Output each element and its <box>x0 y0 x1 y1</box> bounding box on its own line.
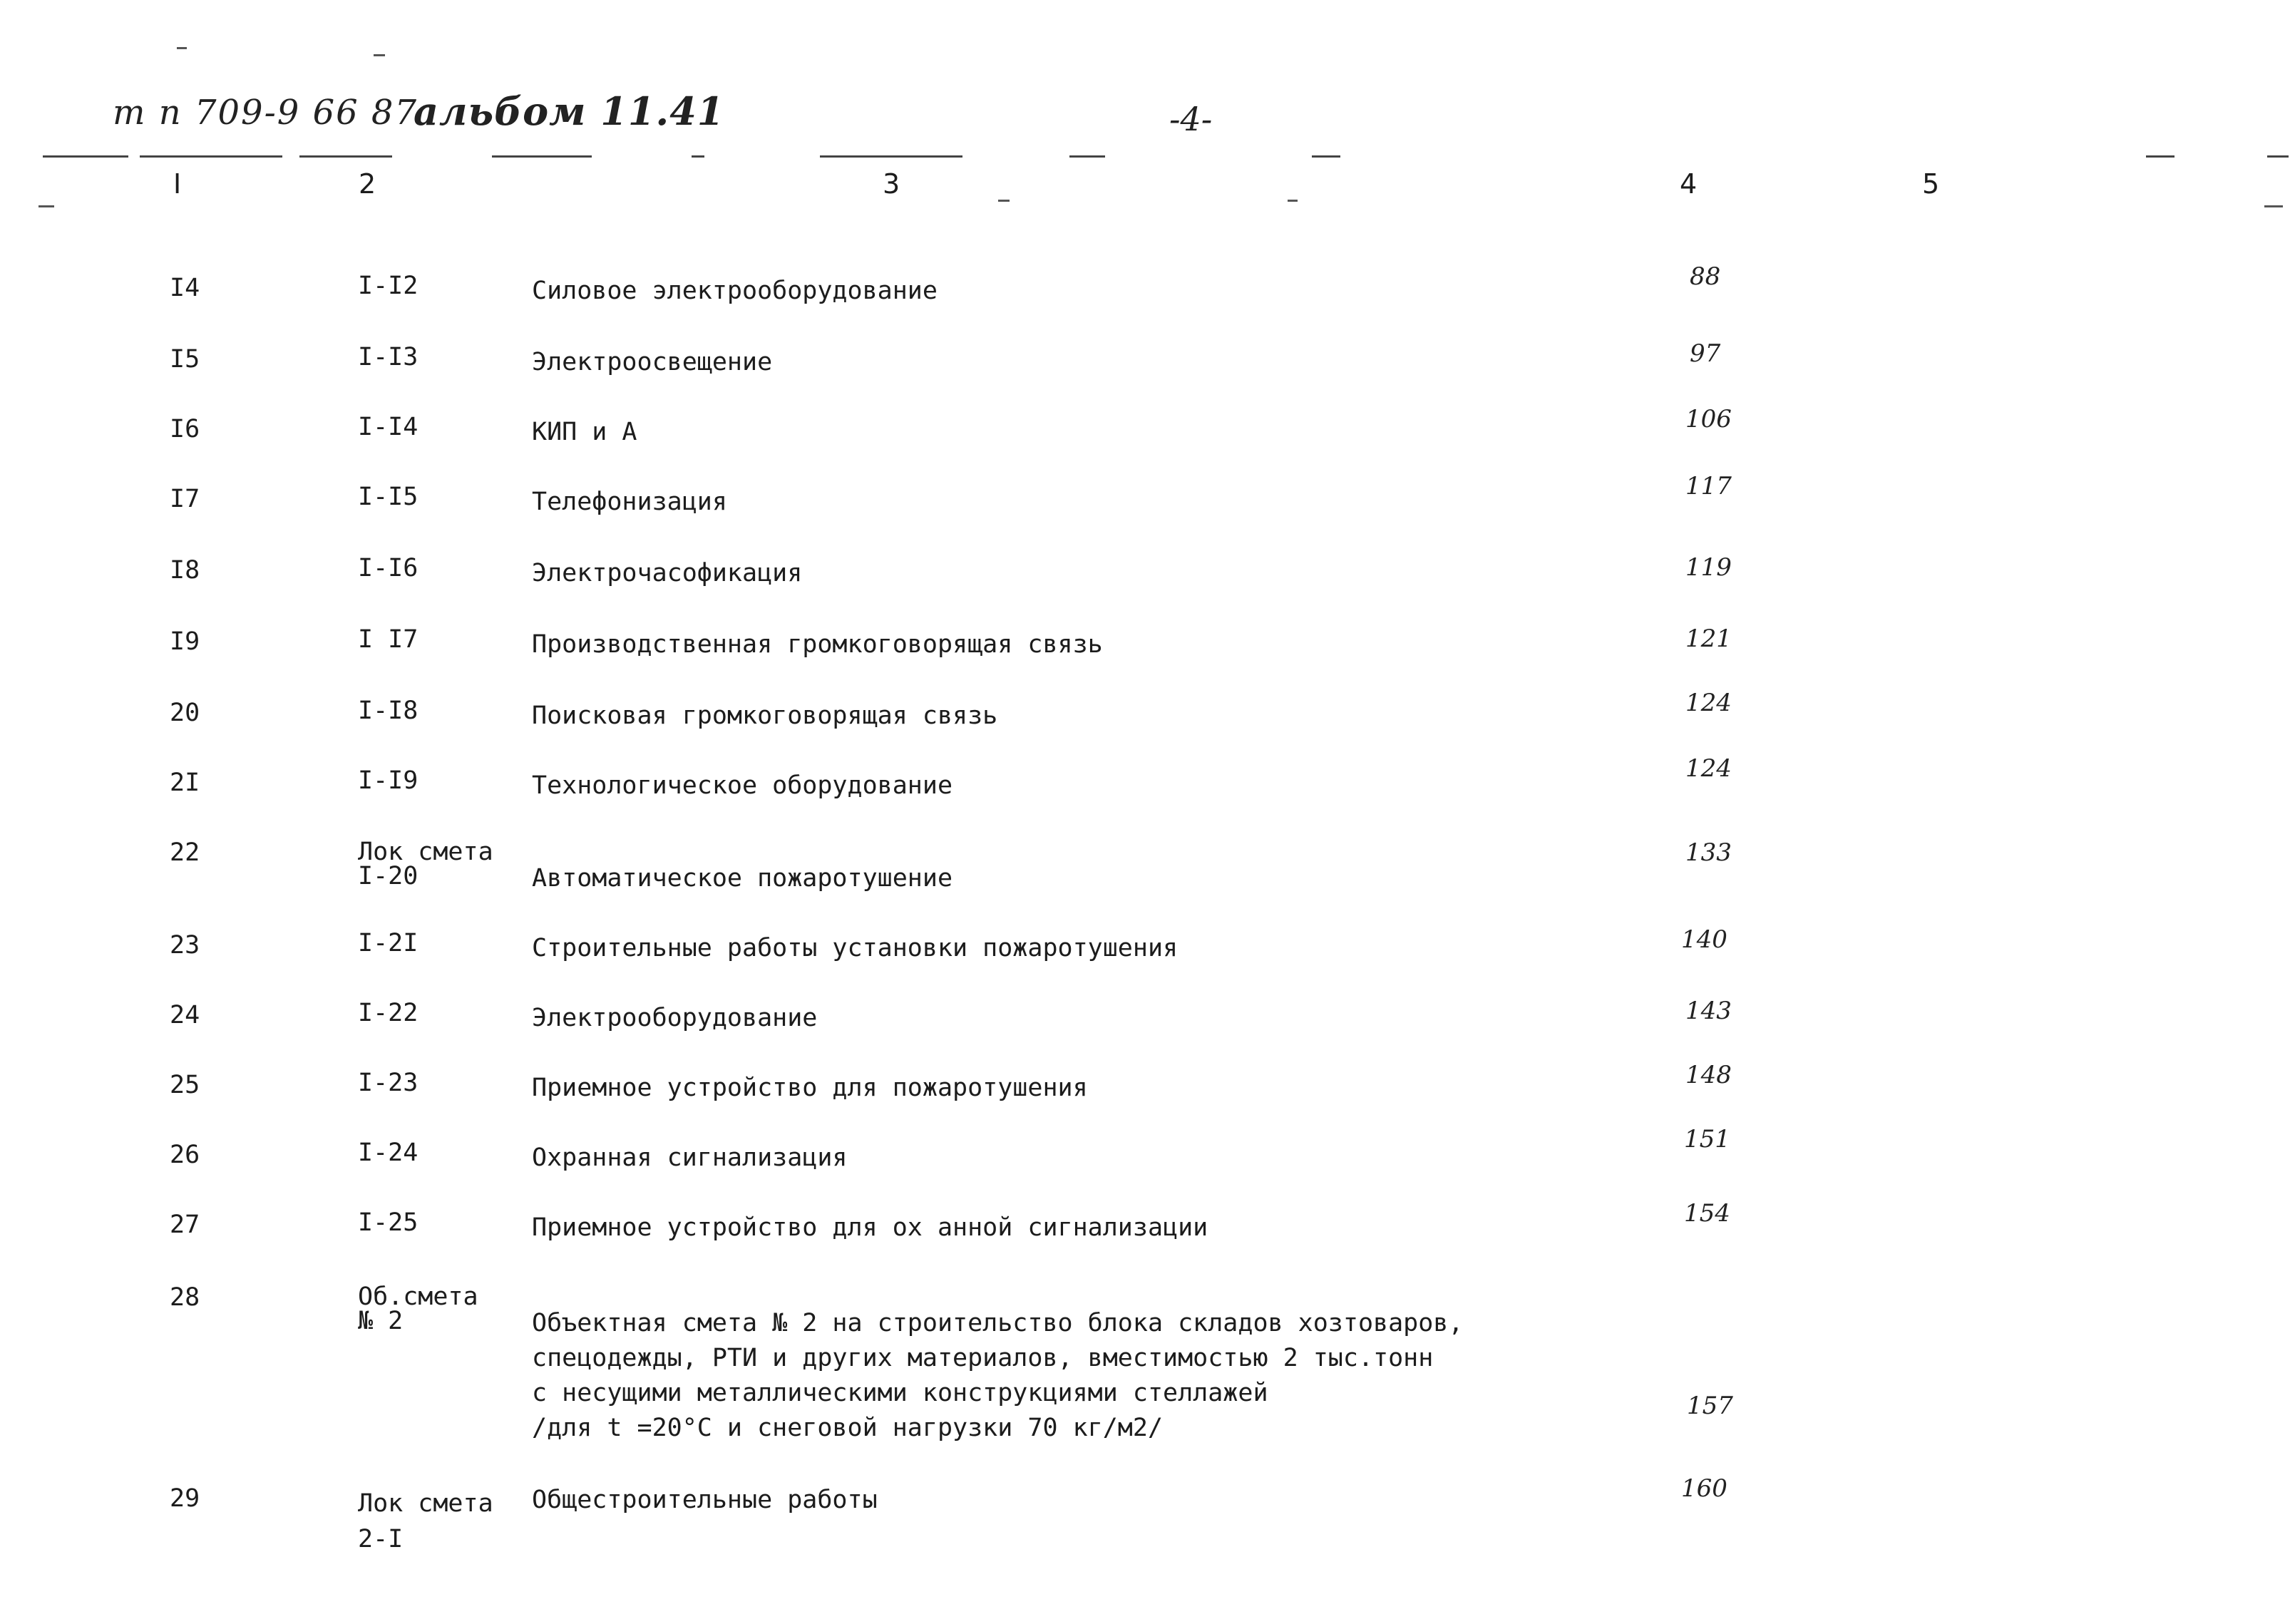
row-number: I5 <box>170 345 200 374</box>
row-reference <box>358 1486 493 1557</box>
row-page: 157 <box>1687 1392 1733 1420</box>
row-title: Общестроительные работы <box>532 1486 878 1514</box>
row-reference: I-I4 <box>358 413 419 441</box>
column-header-1: I <box>173 168 182 200</box>
row-number: 20 <box>170 699 200 727</box>
row-number: 26 <box>170 1141 200 1169</box>
row-reference: I-2I <box>358 929 419 957</box>
document-code: т п 709-9 66 87 <box>113 93 418 133</box>
row-title: Электрочасофикация <box>532 559 803 587</box>
scan-mark <box>1288 200 1298 202</box>
row-reference: I-I8 <box>358 697 419 725</box>
row-page: 117 <box>1685 472 1732 500</box>
scan-mark <box>177 47 187 49</box>
header-rule-segment <box>140 155 282 158</box>
row-title: Электрооборудование <box>532 1004 818 1032</box>
row-page: 124 <box>1685 689 1732 717</box>
header-rule-segment <box>2146 155 2175 158</box>
header-rule-segment <box>1069 155 1105 158</box>
header-rule-segment <box>820 155 962 158</box>
row-number: I6 <box>170 415 200 443</box>
row-page: 106 <box>1685 405 1732 433</box>
row-page: 140 <box>1681 925 1727 954</box>
row-number: 29 <box>170 1484 200 1513</box>
row-title: Производственная громкоговорящая связь <box>532 630 1103 659</box>
row-title: Телефонизация <box>532 488 727 516</box>
row-page: 97 <box>1690 339 1721 368</box>
row-page: 154 <box>1684 1199 1730 1228</box>
row-reference: I-I5 <box>358 483 419 511</box>
row-page: 151 <box>1684 1125 1730 1153</box>
row-reference: I-I2 <box>358 272 419 300</box>
row-number: 2I <box>170 769 200 797</box>
row-number: 24 <box>170 1001 200 1029</box>
row-page: 143 <box>1685 997 1732 1025</box>
row-reference <box>358 840 493 888</box>
row-title: Приемное устройство для ох анной сигнализации <box>532 1213 1208 1242</box>
row-reference: I I7 <box>358 625 419 654</box>
row-title: Поисковая громкоговорящая связь <box>532 701 998 730</box>
row-page: 119 <box>1685 553 1732 582</box>
row-number: I7 <box>170 485 200 513</box>
row-page: 121 <box>1685 625 1732 653</box>
row-title-line: спецодежды, РТИ и других материалов, вместимостью 2 тыс.тонн <box>532 1344 1434 1372</box>
row-title: Технологическое оборудование <box>532 771 953 800</box>
page-number: -4- <box>1169 100 1213 138</box>
row-number: I4 <box>170 274 200 302</box>
row-title: Строительные работы установки пожаротушения <box>532 934 1179 962</box>
row-title: Автоматическое пожаротушение <box>532 864 953 893</box>
row-reference: I-23 <box>358 1069 419 1097</box>
row-reference-line: № 2 <box>358 1307 404 1335</box>
column-header-5: 5 <box>1922 168 1940 200</box>
row-number: 27 <box>170 1211 200 1239</box>
header-rule-segment <box>692 155 704 158</box>
row-reference: I-I6 <box>358 554 419 582</box>
row-title-line: /для t =20°С и снеговой нагрузки 70 кг/м2/ <box>532 1414 1164 1442</box>
scan-mark <box>998 200 1010 202</box>
header-rule-segment <box>299 155 392 158</box>
row-number: 22 <box>170 838 200 867</box>
header-rule-segment <box>1312 155 1340 158</box>
row-title-line: Объектная смета № 2 на строительство блока складов хозтоваров, <box>532 1309 1464 1337</box>
row-page: 133 <box>1685 838 1732 867</box>
row-page: 88 <box>1690 262 1721 291</box>
row-reference: I-22 <box>358 999 419 1027</box>
row-number: I9 <box>170 627 200 656</box>
row-title-line: с несущими металлическими конструкциями стеллажей <box>532 1379 1268 1407</box>
row-reference: I-25 <box>358 1208 419 1237</box>
row-title: Электроосвещение <box>532 348 773 376</box>
row-number: I8 <box>170 556 200 585</box>
row-reference-line: Об.смета <box>358 1283 478 1311</box>
scan-mark <box>374 54 385 56</box>
header-rule-segment <box>2267 155 2289 158</box>
row-reference-line: Лок смета <box>358 1489 493 1518</box>
row-reference: I-24 <box>358 1139 419 1167</box>
row-number: 25 <box>170 1071 200 1099</box>
column-header-4: 4 <box>1680 168 1698 200</box>
row-reference: I-I9 <box>358 766 419 795</box>
row-reference <box>358 1285 478 1333</box>
column-header-3: 3 <box>883 168 900 200</box>
scan-mark <box>38 205 54 207</box>
row-number: 28 <box>170 1283 200 1312</box>
row-page: 148 <box>1685 1061 1732 1089</box>
row-reference-line: 2-I <box>358 1525 404 1553</box>
row-page: 160 <box>1681 1474 1727 1503</box>
row-reference: I-I3 <box>358 343 419 371</box>
album-number: альбом 11.41 <box>414 88 725 134</box>
row-title: Силовое электрооборудование <box>532 277 938 305</box>
row-reference-line: Лок смета <box>358 838 493 866</box>
row-title: Охранная сигнализация <box>532 1144 848 1172</box>
row-reference-line: I-20 <box>358 862 419 890</box>
scan-mark <box>2264 205 2283 207</box>
row-title <box>532 1306 1463 1446</box>
header-rule-segment <box>492 155 592 158</box>
row-title: КИП и А <box>532 418 637 446</box>
header-rule-segment <box>43 155 128 158</box>
row-number: 23 <box>170 931 200 960</box>
row-page: 124 <box>1685 754 1732 783</box>
column-header-2: 2 <box>359 168 376 200</box>
row-title: Приемное устройство для пожаротушения <box>532 1074 1088 1102</box>
